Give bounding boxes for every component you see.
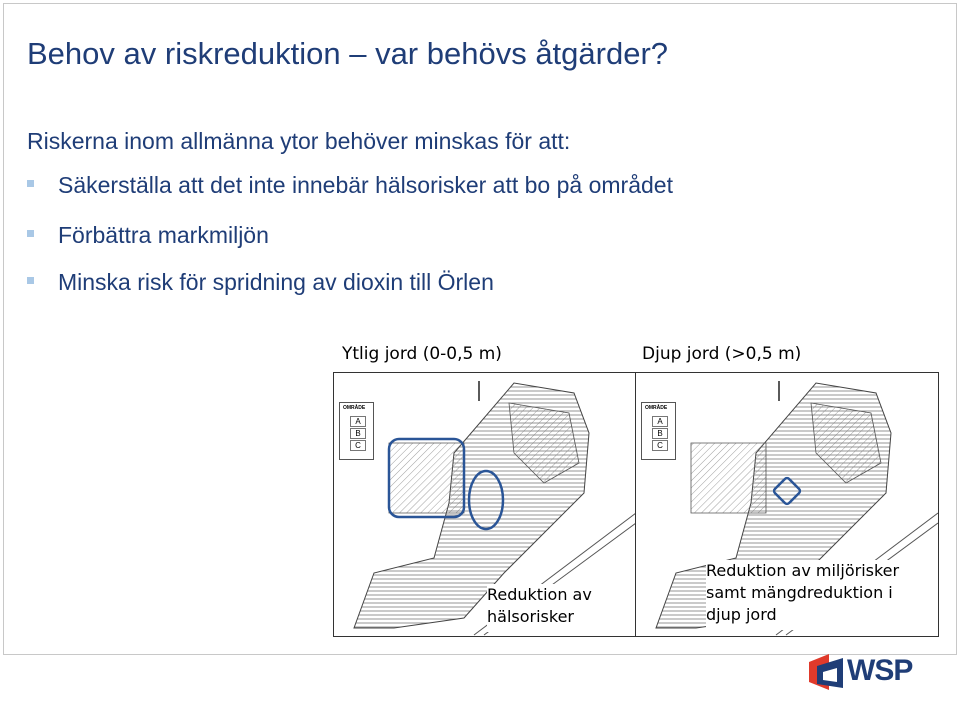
map-surface-soil bbox=[333, 372, 637, 637]
bullet-item bbox=[27, 269, 494, 296]
map-label-surface: Ytlig jord (0-0,5 m) bbox=[342, 344, 502, 364]
note-line: Reduktion av bbox=[487, 585, 592, 604]
bullet-marker bbox=[27, 230, 34, 237]
note-line: hälsorisker bbox=[487, 607, 574, 626]
wsp-logo-text: WSP bbox=[847, 654, 913, 687]
legend-item-a: A bbox=[350, 416, 366, 427]
legend-item-b: B bbox=[350, 428, 366, 439]
legend-title: OMRÅDE bbox=[343, 405, 366, 411]
map-label-deep: Djup jord (>0,5 m) bbox=[642, 344, 802, 364]
legend-item-c: C bbox=[350, 440, 366, 451]
map-legend bbox=[339, 402, 374, 460]
legend-item-c: C bbox=[652, 440, 668, 451]
bullet-item bbox=[27, 222, 269, 249]
note-line: Reduktion av miljörisker bbox=[706, 561, 900, 580]
bullet-text: Säkerställa att det inte innebär hälsorisker att bo på området bbox=[58, 172, 673, 198]
intro-text: Riskerna inom allmänna ytor behöver minskas för att: bbox=[27, 128, 571, 154]
map-deep-soil bbox=[635, 372, 939, 637]
legend-item-b: B bbox=[652, 428, 668, 439]
slide-title: Behov av riskreduktion – var behövs åtgärder? bbox=[27, 36, 669, 71]
map-legend bbox=[641, 402, 676, 460]
bullet-item bbox=[27, 172, 673, 199]
bullet-marker bbox=[27, 180, 34, 187]
wsp-logo bbox=[807, 652, 917, 692]
legend-item-a: A bbox=[652, 416, 668, 427]
note-environment-risk bbox=[706, 560, 921, 630]
note-line: samt mängdreduktion i bbox=[706, 583, 893, 602]
wsp-logo-icon bbox=[807, 652, 847, 692]
bullet-marker bbox=[27, 277, 34, 284]
bullet-text: Minska risk för spridning av dioxin till Örlen bbox=[58, 269, 494, 295]
legend-title: OMRÅDE bbox=[645, 405, 668, 411]
note-health-risk bbox=[487, 584, 619, 632]
note-line: djup jord bbox=[706, 605, 777, 624]
bullet-text: Förbättra markmiljön bbox=[58, 222, 269, 248]
